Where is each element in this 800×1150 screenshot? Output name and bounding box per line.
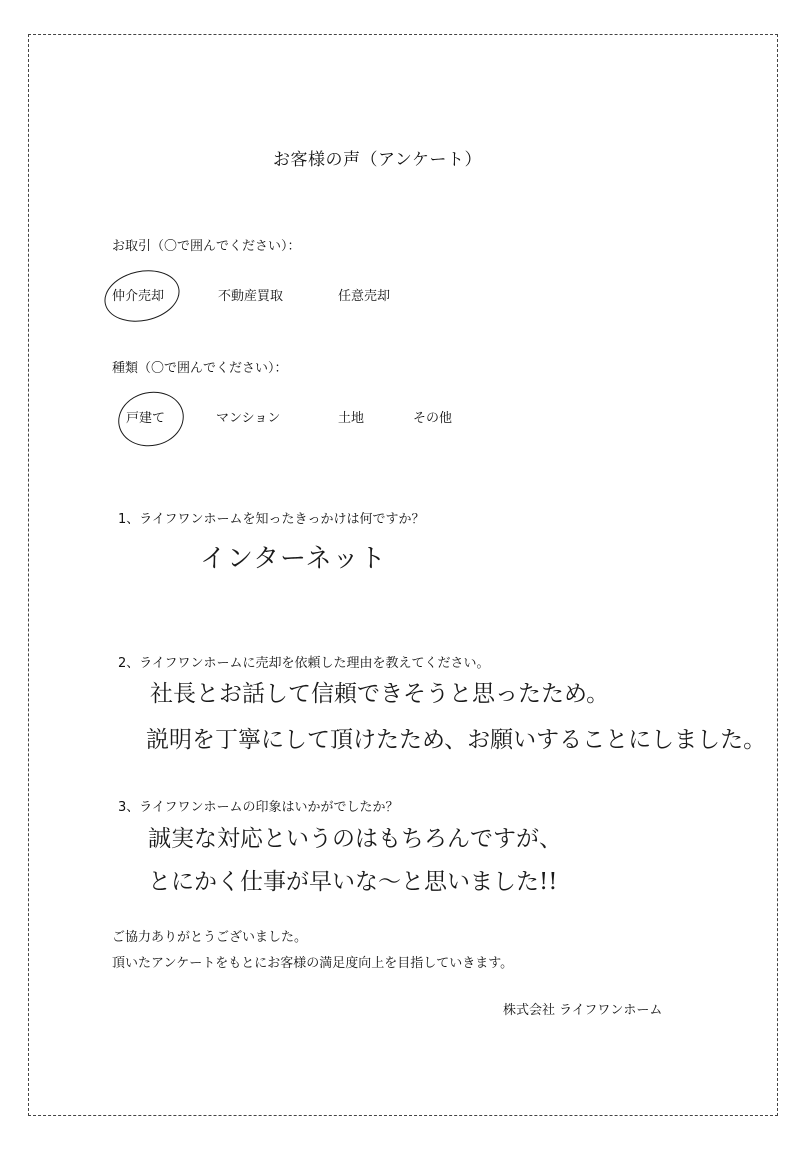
type-label: 種類（〇で囲んでください）： xyxy=(112,361,288,376)
answer-3-line-1: 誠実な対応というのはもちろんですが、 xyxy=(148,826,562,852)
question-1: 1、ライフワンホームを知ったきっかけは何ですか？ xyxy=(118,512,425,527)
option-nini-baikyaku: 任意売却 xyxy=(338,289,391,304)
option-sonota: その他 xyxy=(413,411,453,426)
answer-2-line-1: 社長とお話して信頼できそうと思ったため。 xyxy=(150,681,610,707)
question-2: 2、ライフワンホームに売却を依頼した理由を教えてください。 xyxy=(118,656,490,671)
answer-2-line-2: 説明を丁寧にして頂けたため、お願いすることにしました。 xyxy=(146,727,767,753)
option-kodate: 戸建て xyxy=(126,411,166,426)
answer-3-line-2: とにかく仕事が早いな～と思いました!! xyxy=(148,869,558,895)
option-fudosan-kaitori: 不動産買取 xyxy=(218,289,284,304)
option-chukai-baikyaku: 仲介売却 xyxy=(112,289,165,304)
company-name: 株式会社 ライフワンホーム xyxy=(503,1003,663,1018)
option-tochi: 土地 xyxy=(338,411,365,426)
answer-1-line-1: インターネット xyxy=(200,544,387,574)
page-title: お客様の声（アンケート） xyxy=(273,150,482,170)
survey-border xyxy=(28,34,778,1116)
closing-thanks: ご協力ありがとうございました。 xyxy=(112,930,308,945)
transaction-label: お取引（〇で囲んでください）： xyxy=(112,239,301,254)
question-3: 3、ライフワンホームの印象はいかがでしたか？ xyxy=(118,800,399,815)
closing-message: 頂いたアンケートをもとにお客様の満足度向上を目指していきます。 xyxy=(112,956,514,971)
option-mansion: マンション xyxy=(216,411,281,426)
